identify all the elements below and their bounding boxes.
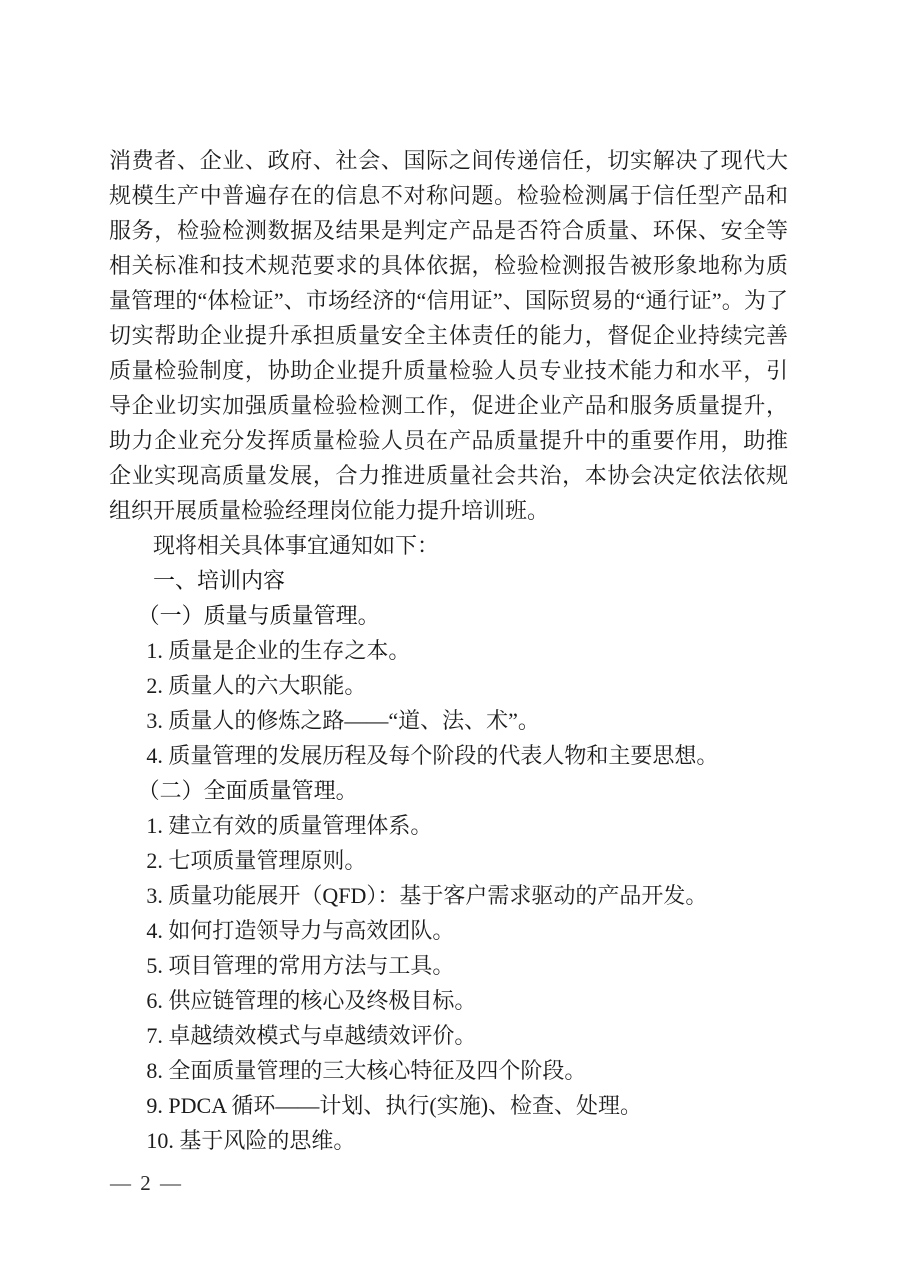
list-item: 7. 卓越绩效模式与卓越绩效评价。 bbox=[146, 1023, 477, 1048]
subsection-heading-quality-and-quality-management: （一）质量与质量管理。 bbox=[137, 603, 380, 628]
list-item: 4. 如何打造领导力与高效团队。 bbox=[146, 918, 455, 943]
notice-line: 现将相关具体事宜通知如下： bbox=[153, 533, 440, 558]
subsection-heading-total-quality-management: （二）全面质量管理。 bbox=[137, 778, 358, 803]
document-content bbox=[109, 143, 788, 1158]
list-item: 2. 质量人的六大职能。 bbox=[146, 673, 367, 698]
list-item: 6. 供应链管理的核心及终极目标。 bbox=[146, 988, 477, 1013]
list-item: 3. 质量功能展开（QFD）：基于客户需求驱动的产品开发。 bbox=[146, 883, 708, 908]
list-item: 4. 质量管理的发展历程及每个阶段的代表人物和主要思想。 bbox=[146, 743, 719, 768]
list-item: 9. PDCA 循环——计划、执行(实施)、检查、处理。 bbox=[146, 1093, 643, 1118]
opening-paragraph: 消费者、企业、政府、社会、国际之间传递信任，切实解决了现代大规模生产中普遍存在的信息不对称问题。检验检测属于信任型产品和服务，检验检测数据及结果是判定产品是否符合质量、环保、安全等相关标准和技术规范要求的具体依据，检验检测报告被形象地称为质量管理的“体检证”、市场经济的“信用证”、国际贸易的“通行证”。为了切实帮助企业提升承担质量安全主体责任的能力，督促企业持续完善质量检验制度，协助企业提升质量检验人员专业技术能力和水平，引导企业切实加强质量检验检测工作，促进企业产品和服务质量提升，助力企业充分发挥质量检验人员在产品质量提升中的重要作用，助推企业实现高质量发展，合力推进质量社会共治，本协会决定依法依规组织开展质量检验经理岗位能力提升培训班。 bbox=[109, 148, 788, 523]
list-item: 8. 全面质量管理的三大核心特征及四个阶段。 bbox=[146, 1058, 587, 1083]
list-item: 3. 质量人的修炼之路——“道、法、术”。 bbox=[146, 708, 540, 733]
list-item: 2. 七项质量管理原则。 bbox=[146, 848, 367, 873]
list-item: 10. 基于风险的思维。 bbox=[146, 1128, 356, 1153]
list-item: 1. 质量是企业的生存之本。 bbox=[146, 638, 411, 663]
page-number: — 2 — bbox=[110, 1171, 183, 1195]
list-item: 1. 建立有效的质量管理体系。 bbox=[146, 813, 433, 838]
list-item: 5. 项目管理的常用方法与工具。 bbox=[146, 953, 455, 978]
section-heading-training-content: 一、培训内容 bbox=[153, 568, 286, 593]
